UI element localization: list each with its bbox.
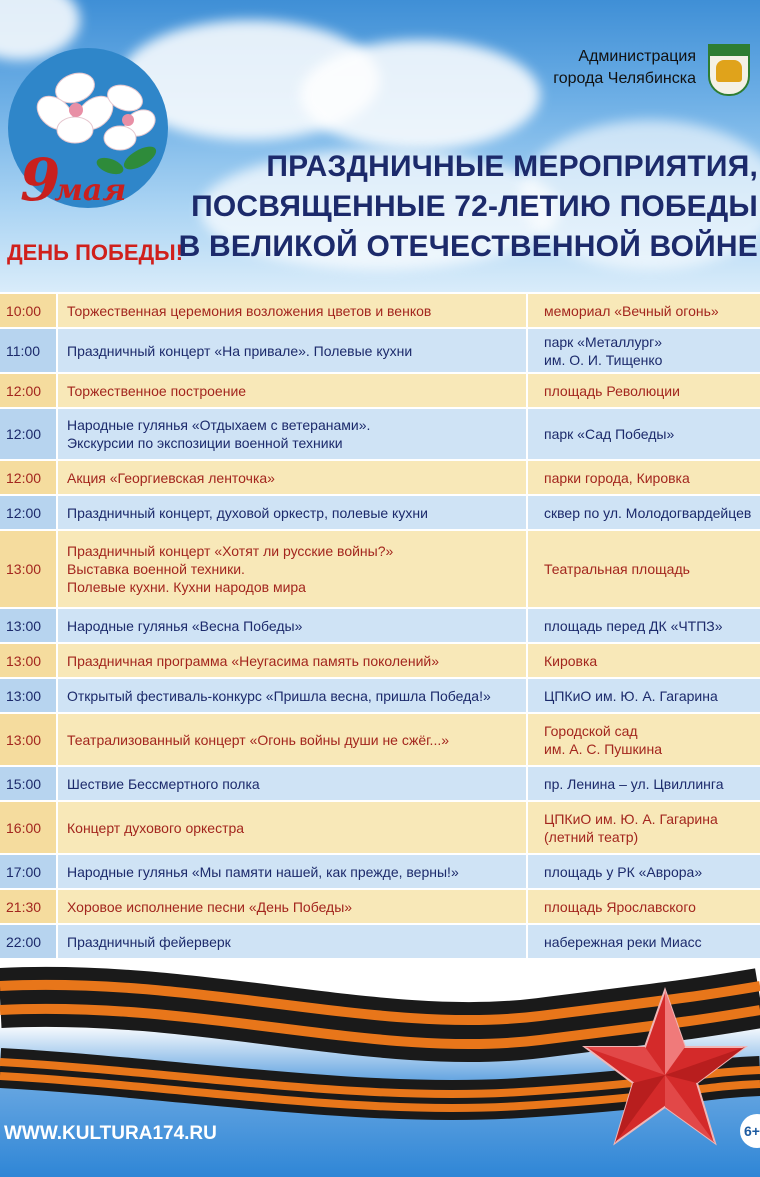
event-location: Кировка xyxy=(528,644,760,677)
event-location: ЦПКиО им. Ю. А. Гагарина xyxy=(528,679,760,712)
event-time: 12:00 xyxy=(0,374,56,407)
chelyabinsk-coat-of-arms-icon xyxy=(708,44,750,96)
event-time: 10:00 xyxy=(0,294,56,327)
city-administration xyxy=(553,46,696,90)
event-time: 12:00 xyxy=(0,496,56,529)
event-title: Хоровое исполнение песни «День Победы» xyxy=(58,890,526,923)
event-location: набережная реки Миасс xyxy=(528,925,760,958)
event-location: ЦПКиО им. Ю. А. Гагарина (летний театр) xyxy=(528,802,760,853)
schedule-row xyxy=(0,714,760,765)
event-location: парки города, Кировка xyxy=(528,461,760,494)
event-location: парк «Металлург» им. О. И. Тищенко xyxy=(528,329,760,372)
event-title: Театрализованный концерт «Огонь войны души не сжёг...» xyxy=(58,714,526,765)
day-number: 9 xyxy=(20,146,61,214)
event-location: сквер по ул. Молодогвардейцев xyxy=(528,496,760,529)
admin-line-1: Администрация xyxy=(578,48,696,65)
admin-line-2: города Челябинска xyxy=(553,70,696,87)
title-line-3: В ВЕЛИКОЙ ОТЕЧЕСТВЕННОЙ ВОЙНЕ xyxy=(178,230,758,263)
red-star-icon xyxy=(580,985,750,1150)
schedule-row xyxy=(0,890,760,923)
event-time: 12:00 xyxy=(0,461,56,494)
event-location: Театральная площадь xyxy=(528,531,760,607)
header-banner xyxy=(0,0,760,292)
event-time: 13:00 xyxy=(0,679,56,712)
event-time: 13:00 xyxy=(0,609,56,642)
event-time: 21:30 xyxy=(0,890,56,923)
schedule-row xyxy=(0,925,760,958)
title-line-2: ПОСВЯЩЕННЫЕ 72-ЛЕТИЮ ПОБЕДЫ xyxy=(191,190,758,223)
schedule-row xyxy=(0,802,760,853)
may-9-logo xyxy=(20,146,127,221)
schedule-row xyxy=(0,409,760,459)
schedule-row xyxy=(0,644,760,677)
event-title: Концерт духового оркестра xyxy=(58,802,526,853)
event-title: Шествие Бессмертного полка xyxy=(58,767,526,800)
event-time: 13:00 xyxy=(0,531,56,607)
schedule-row xyxy=(0,609,760,642)
event-title: Акция «Георгиевская ленточка» xyxy=(58,461,526,494)
event-time: 16:00 xyxy=(0,802,56,853)
schedule-row xyxy=(0,496,760,529)
schedule-row xyxy=(0,531,760,607)
event-title: Народные гулянья «Мы памяти нашей, как прежде, верны!» xyxy=(58,855,526,888)
schedule-row xyxy=(0,294,760,327)
schedule-row xyxy=(0,461,760,494)
event-title: Праздничный концерт «Хотят ли русские войны?» Выставка военной техники. Полевые кухни. Кухни народов мира xyxy=(58,531,526,607)
event-title: Праздничная программа «Неугасима память поколений» xyxy=(58,644,526,677)
event-time: 13:00 xyxy=(0,714,56,765)
title-line-1: ПРАЗДНИЧНЫЕ МЕРОПРИЯТИЯ, xyxy=(266,150,758,183)
schedule-row xyxy=(0,767,760,800)
event-time: 22:00 xyxy=(0,925,56,958)
event-title: Народные гулянья «Отдыхаем с ветеранами». Экскурсии по экспозиции военной техники xyxy=(58,409,526,459)
event-title: Праздничный концерт «На привале». Полевые кухни xyxy=(58,329,526,372)
event-location: пр. Ленина – ул. Цвиллинга xyxy=(528,767,760,800)
schedule-row xyxy=(0,855,760,888)
day-month: мая xyxy=(54,173,127,208)
event-location: Городской сад им. А. С. Пушкина xyxy=(528,714,760,765)
event-time: 17:00 xyxy=(0,855,56,888)
event-location: парк «Сад Победы» xyxy=(528,409,760,459)
event-time: 12:00 xyxy=(0,409,56,459)
event-title: Торжественная церемония возложения цветов и венков xyxy=(58,294,526,327)
page-title xyxy=(179,147,758,267)
schedule-row xyxy=(0,374,760,407)
event-location: площадь у РК «Аврора» xyxy=(528,855,760,888)
event-time: 11:00 xyxy=(0,329,56,372)
schedule-row xyxy=(0,679,760,712)
event-title: Открытый фестиваль-конкурс «Пришла весна, пришла Победа!» xyxy=(58,679,526,712)
event-title: Праздничный концерт, духовой оркестр, полевые кухни xyxy=(58,496,526,529)
event-time: 15:00 xyxy=(0,767,56,800)
events-schedule-table xyxy=(0,294,760,960)
event-location: площадь перед ДК «ЧТПЗ» xyxy=(528,609,760,642)
event-location: мемориал «Вечный огонь» xyxy=(528,294,760,327)
age-rating-badge: 6+ xyxy=(740,1114,760,1148)
schedule-row xyxy=(0,329,760,372)
event-time: 13:00 xyxy=(0,644,56,677)
event-location: площадь Ярославского xyxy=(528,890,760,923)
event-title: Народные гулянья «Весна Победы» xyxy=(58,609,526,642)
victory-day-label: ДЕНЬ ПОБЕДЫ! xyxy=(6,240,184,265)
event-title: Праздничный фейерверк xyxy=(58,925,526,958)
event-location: площадь Революции xyxy=(528,374,760,407)
website-link[interactable]: WWW.KULTURA174.RU xyxy=(4,1123,217,1144)
event-title: Торжественное построение xyxy=(58,374,526,407)
